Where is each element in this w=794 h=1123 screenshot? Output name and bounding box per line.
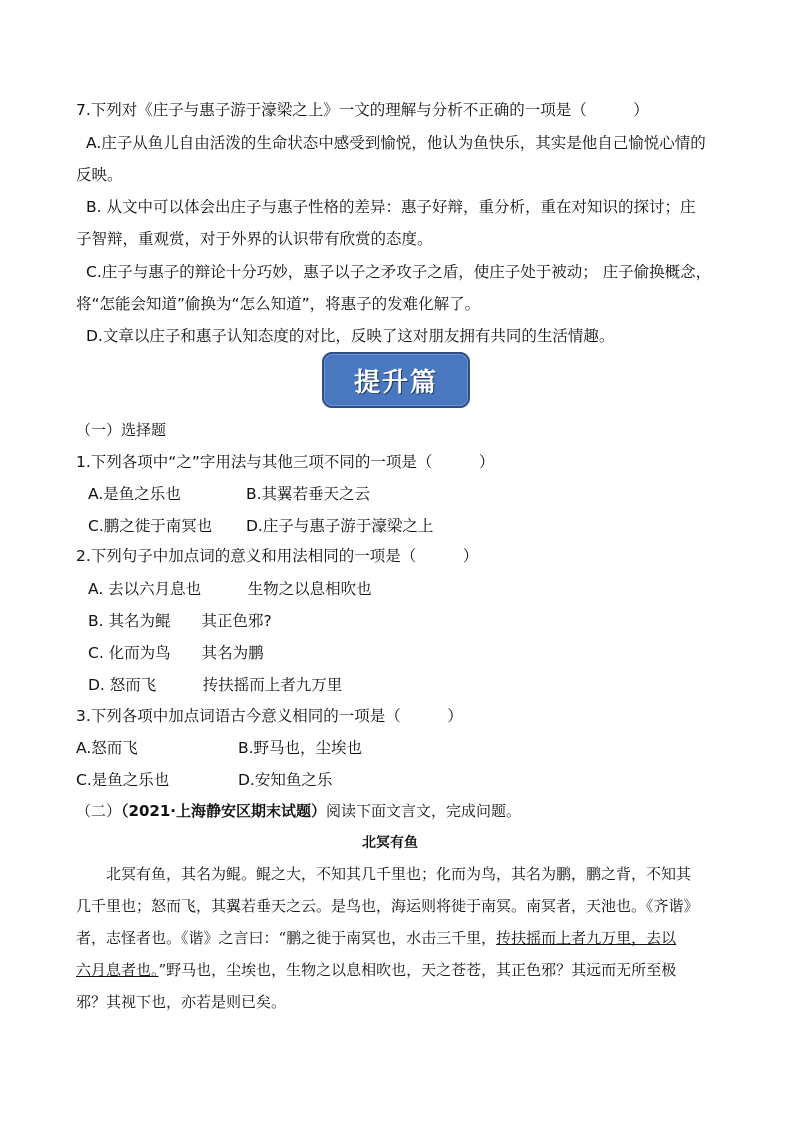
passage-underlined-2: 六月息者也。: [76, 961, 159, 979]
q2-option-b: B. 其名为鲲 其正色邪?: [88, 612, 272, 630]
q3-option-b: B.野马也，尘埃也: [238, 739, 363, 757]
q3-stem: 3.下列各项中加点词语古今意义相同的一项是（ ）: [76, 707, 463, 725]
q7-option-a-line2: 反映。: [76, 166, 123, 184]
q1-option-b: B.其翼若垂天之云: [246, 485, 371, 503]
q7-stem: 7.下列对《庄子与惠子游于濠梁之上》一文的理解与分析不正确的一项是（ ）: [76, 101, 649, 119]
passage-line-1: 北冥有鱼，其名为鲲。鲲之大，不知其几千里也；化而为鸟，其名为鹏，鹏之背，不知其: [76, 865, 692, 883]
banner-label: 提升篇: [353, 367, 438, 398]
q7-option-b-line2: 子智辩，重观赏，对于外界的认识带有欣赏的态度。: [76, 230, 433, 248]
section2-heading: [76, 801, 521, 821]
passage-line-3-text: 者，志怪者也。《谐》之言曰：“鹏之徙于南冥也，水击三千里，: [76, 929, 497, 947]
q7-option-b-line1: B. 从文中可以体会出庄子与惠子性格的差异：惠子好辩，重分析，重在对知识的探讨；庄: [86, 198, 696, 216]
passage-title: 北冥有鱼: [362, 835, 418, 851]
q3-option-c: C.是鱼之乐也: [76, 771, 170, 789]
passage-line-5: 邪？其视下也，亦若是则已矣。: [76, 993, 287, 1011]
passage-line-2: 几千里也；怒而飞，其翼若垂天之云。是鸟也，海运则将徙于南冥。南冥者，天池也。《齐谐》: [76, 897, 699, 915]
section2-heading-prefix: （二）: [76, 802, 122, 820]
section-banner: [322, 352, 470, 408]
section1-heading: （一）选择题: [76, 421, 167, 439]
q1-option-c: C.鹏之徙于南冥也: [88, 517, 213, 535]
section2-source: （2021·上海静安区期末试题）: [121, 802, 326, 820]
q2-option-a: A. 去以六月息也 生物之以息相吹也: [88, 580, 372, 598]
q7-option-a-line1: A.庄子从鱼儿自由活泼的生命状态中感受到愉悦，他认为鱼快乐，其实是他自己愉悦心情的: [86, 134, 706, 152]
passage-line-3: [76, 928, 676, 948]
q7-option-c-line1: C.庄子与惠子的辩论十分巧妙，惠子以子之矛攻子之盾，使庄子处于被动； 庄子偷换概念，: [86, 263, 712, 281]
q2-stem: 2.下列句子中加点词的意义和用法相同的一项是（ ）: [76, 547, 479, 565]
passage-line-4-text: ”野马也，尘埃也，生物之以息相吹也，天之苍苍，其正色邪？其远而无所至极: [158, 961, 677, 979]
q1-option-a: A.是鱼之乐也: [88, 485, 181, 503]
q2-option-c: C. 化而为鸟 其名为鹏: [88, 644, 264, 662]
q7-option-d: D.文章以庄子和惠子认知态度的对比，反映了这对朋友拥有共同的生活情趣。: [86, 327, 615, 345]
passage-underlined-1: 抟扶摇而上者九万里，去以: [496, 929, 677, 947]
passage-line-4: [76, 960, 676, 980]
q3-option-a: A.怒而飞: [76, 739, 138, 757]
q7-option-c-line2: 将“怎能会知道”偷换为“怎么知道”，将惠子的发难化解了。: [76, 295, 481, 313]
q1-option-d: D.庄子与惠子游于濠梁之上: [246, 517, 434, 535]
q3-option-d: D.安知鱼之乐: [238, 771, 333, 789]
section2-instruction: 阅读下面文言文，完成问题。: [325, 802, 521, 820]
q2-option-d: D. 怒而飞 抟扶摇而上者九万里: [88, 676, 343, 694]
q1-stem: 1.下列各项中“之”字用法与其他三项不同的一项是（ ）: [76, 453, 495, 471]
